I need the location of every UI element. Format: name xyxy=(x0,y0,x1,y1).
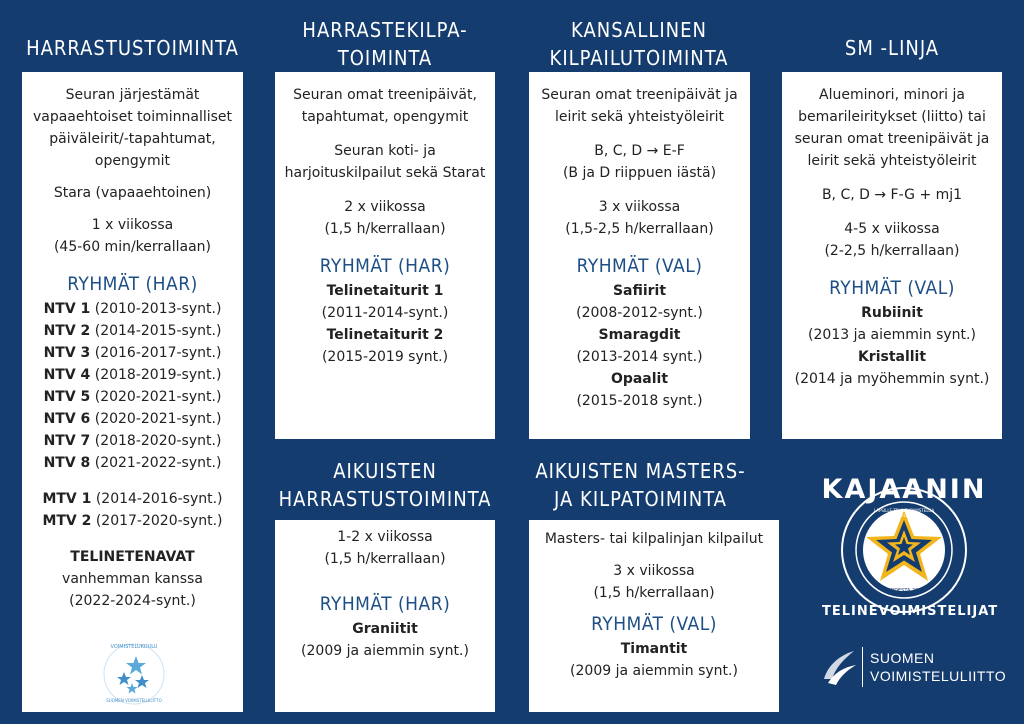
group-row xyxy=(28,320,237,342)
group-name: Graniitit xyxy=(352,621,418,637)
heading-line: HARRASTEKILPA- xyxy=(302,18,468,42)
heading-line: TOIMINTA xyxy=(337,46,433,70)
group-row xyxy=(28,342,237,364)
federation-line1: SUOMEN xyxy=(870,650,935,666)
group-years: (2018-2019-synt.) xyxy=(94,367,222,383)
stara-text: Stara (vapaaehtoinen) xyxy=(53,185,212,201)
federation-divider xyxy=(862,647,863,687)
federation-line2: VOIMISTELULIITTO xyxy=(870,668,1007,684)
group-row xyxy=(28,452,237,474)
group-years: (2018-2020-synt.) xyxy=(94,433,222,449)
group-row xyxy=(28,488,237,510)
groups-title: RYHMÄT (HAR) xyxy=(319,593,451,615)
frequency-text: 3 x viikossa xyxy=(598,199,681,215)
heading-harrastus: HARRASTUSTOIMINTA xyxy=(26,36,239,60)
card-harrastus xyxy=(22,72,243,712)
telinenavat-years: (2022-2024-synt.) xyxy=(69,593,196,609)
group-name: MTV 1 xyxy=(42,491,92,507)
group-name: Opaalit xyxy=(610,371,669,387)
card-masters xyxy=(529,520,779,712)
group-years: (2011-2014-synt.) xyxy=(321,305,449,321)
groups-title: RYHMÄT (VAL) xyxy=(576,255,703,277)
heading-line: AIKUISTEN xyxy=(333,459,437,483)
group-years: (2015-2018 synt.) xyxy=(576,393,703,409)
card-kansallinen xyxy=(529,72,750,439)
group-name: NTV 6 xyxy=(43,411,91,427)
frequency-text: 1 x viikossa xyxy=(91,217,174,233)
group-years: (2013-2014 synt.) xyxy=(576,349,703,365)
card-sm xyxy=(782,72,1002,439)
group-name: NTV 2 xyxy=(43,323,91,339)
group-name: NTV 7 xyxy=(43,433,91,449)
competitions-text: Seuran koti- ja harjoituskilpailut sekä Starat xyxy=(284,143,486,181)
group-name: Rubiinit xyxy=(861,305,923,321)
frequency-text: 2 x viikossa xyxy=(344,199,426,215)
group-name: MTV 2 xyxy=(42,513,92,529)
intro-text: Alueminori, minori ja bemarileiritykset (liitto) tai seuran omat treenipäivät ja leirit sekä yhteistyöleirit xyxy=(794,87,990,169)
badge-stars-icon xyxy=(102,642,166,706)
group-years: (2015-2019 synt.) xyxy=(321,349,449,365)
group-row xyxy=(28,510,237,532)
federation-logo xyxy=(818,645,1008,693)
duration-text: (2-2,5 h/kerrallaan) xyxy=(824,243,960,259)
groups-title: RYHMÄT (VAL) xyxy=(829,277,955,299)
group-years: (2014-2016-synt.) xyxy=(95,491,223,507)
heading-sm: SM -LINJA xyxy=(844,36,940,60)
telinenavat-title: TELINETENAVAT xyxy=(70,549,195,565)
group-row xyxy=(28,386,237,408)
frequency-text: 1-2 x viikossa xyxy=(337,529,433,545)
group-years: (2010-2013-synt.) xyxy=(94,301,222,317)
groups-list xyxy=(28,488,237,532)
group-years: (2013 ja aiemmin synt.) xyxy=(808,327,976,343)
group-name: Safiirit xyxy=(612,283,667,299)
group-name: NTV 3 xyxy=(43,345,91,361)
telinenavat-line: vanhemman kanssa xyxy=(62,571,203,587)
group-years: (2020-2021-synt.) xyxy=(94,389,222,405)
heading-line: AIKUISTEN MASTERS- xyxy=(535,459,746,483)
group-name: Timantit xyxy=(620,641,688,657)
groups-list xyxy=(28,298,237,474)
group-name: NTV 5 xyxy=(43,389,91,405)
group-name: Telinetaiturit 1 xyxy=(326,283,444,299)
badge-top-text: VOIMISTELUKOULU xyxy=(110,644,158,650)
frequency-text: 4-5 x viikossa xyxy=(844,221,940,237)
group-name: Kristallit xyxy=(857,349,927,365)
group-years: (2008-2012-synt.) xyxy=(576,305,703,321)
group-row xyxy=(28,408,237,430)
group-years: (2021-2022-synt.) xyxy=(94,455,222,471)
badge-bottom-text: SUOMEN VOIMISTELULIITTO xyxy=(106,698,162,703)
heading-line: KILPAILUTOIMINTA xyxy=(549,46,729,70)
group-years: (2020-2021-synt.) xyxy=(94,411,222,427)
heading-line: JA KILPATOIMINTA xyxy=(554,487,727,511)
group-name: NTV 1 xyxy=(43,301,91,317)
group-name: Smaragdit xyxy=(598,327,681,343)
group-name: NTV 4 xyxy=(43,367,91,383)
federation-swoosh-icon xyxy=(818,645,858,689)
intro-text: Seuran omat treenipäivät, tapahtumat, opengymit xyxy=(293,87,477,125)
levels-text: B, C, D → F-G + mj1 xyxy=(821,187,963,203)
duration-text: (45-60 min/kerrallaan) xyxy=(53,239,212,255)
voimistelukoulu-badge xyxy=(102,642,166,706)
group-years: (2014-2015-synt.) xyxy=(94,323,222,339)
group-years: (2014 ja myöhemmin synt.) xyxy=(794,371,990,387)
heading-line: HARRASTUSTOIMINTA xyxy=(278,487,492,511)
duration-text: (1,5 h/kerrallaan) xyxy=(593,585,715,601)
group-name: NTV 8 xyxy=(43,455,91,471)
club-logo-bottom: TELINEVOIMISTELIJAT xyxy=(822,604,999,619)
levels-note: (B ja D riippuen iästä) xyxy=(562,165,717,181)
frequency-text: 3 x viikossa xyxy=(613,563,695,579)
club-logo-top: KAJAANIN xyxy=(821,474,987,505)
club-logo-since: VUODESTA 2014 xyxy=(883,588,925,594)
intro-text: Seuran omat treenipäivät ja leirit sekä yhteistyöleirit xyxy=(541,87,738,125)
groups-title: RYHMÄT (HAR) xyxy=(319,255,451,277)
heading-kansallinen xyxy=(528,16,750,72)
groups-title: RYHMÄT (HAR) xyxy=(67,273,198,295)
group-years: (2009 ja aiemmin synt.) xyxy=(570,663,738,679)
intro-text: Masters- tai kilpalinjan kilpailut xyxy=(544,531,764,547)
heading-harrastekilpa xyxy=(275,16,495,72)
duration-text: (1,5-2,5 h/kerrallaan) xyxy=(565,221,714,237)
group-row xyxy=(28,364,237,386)
card-harrastekilpa xyxy=(275,72,495,439)
duration-text: (1,5 h/kerrallaan) xyxy=(324,221,446,237)
group-years: (2016-2017-synt.) xyxy=(94,345,222,361)
heading-line: KANSALLINEN xyxy=(571,18,707,42)
levels-text: B, C, D → E-F xyxy=(594,143,685,159)
card-aikuisten xyxy=(275,520,495,712)
groups-title: RYHMÄT (VAL) xyxy=(591,613,717,635)
intro-text: Seuran järjestämät vapaaehtoiset toiminnalliset päiväleirit/-tapahtumat, opengymit xyxy=(32,87,233,169)
heading-masters xyxy=(528,457,753,513)
duration-text: (1,5 h/kerrallaan) xyxy=(324,551,446,567)
group-row xyxy=(28,430,237,452)
club-logo xyxy=(812,470,1002,630)
heading-aikuisten xyxy=(275,457,495,513)
group-years: (2017-2020-synt.) xyxy=(95,513,223,529)
club-logo-ring: LAPSILLE TELINEVOIMISTELUA VASTUULLISESTI xyxy=(873,508,935,518)
group-years: (2009 ja aiemmin synt.) xyxy=(301,643,469,659)
group-row xyxy=(28,298,237,320)
group-name: Telinetaiturit 2 xyxy=(326,327,444,343)
